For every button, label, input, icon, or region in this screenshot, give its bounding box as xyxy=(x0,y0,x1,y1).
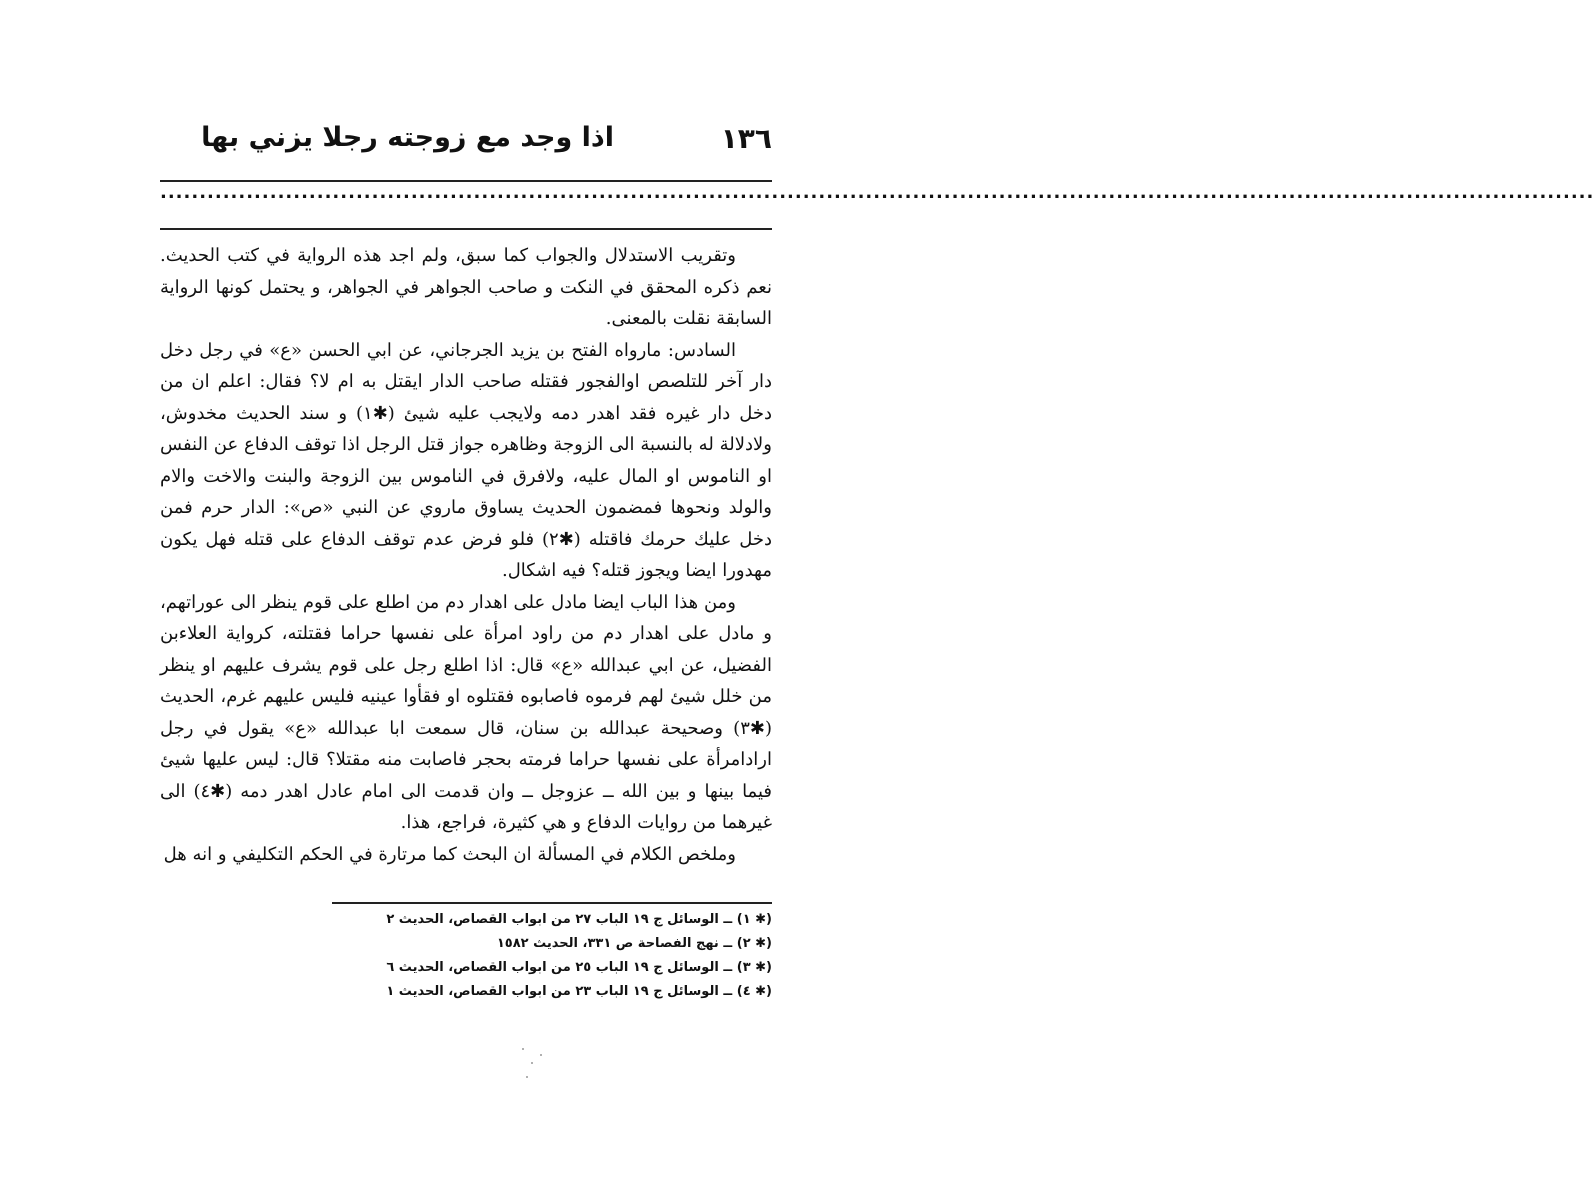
footnote-rule xyxy=(332,902,772,904)
paragraph: وملخص الكلام في المسألة ان البحث كما مرتارة في الحكم التكليفي و انه هل xyxy=(163,843,736,865)
footnote: (✱ ١) ــ الوسائل ج ١٩ الباب ٢٧ من ابواب القصاص، الحديث ٢ xyxy=(386,912,772,927)
footnote: (✱ ٢) ــ نهج الفصاحة ص ٣٣١، الحديث ١٥٨٢ xyxy=(496,936,772,951)
scan-speck xyxy=(531,1062,533,1064)
footnote: (✱ ٣) ــ الوسائل ج ١٩ الباب ٢٥ من ابواب القصاص، الحديث ٦ xyxy=(386,960,772,975)
paragraph: وتقريب الاستدلال والجواب كما سبق، ولم اجد هذه الرواية في كتب الحديث. نعم ذكره المحقق في النكت و صاحب الجواهر في الجواهر، و يحتمل كونها الرواية السابقة نقلت بالمعنى. xyxy=(160,245,772,329)
scan-speck xyxy=(522,1048,524,1050)
scan-speck xyxy=(540,1054,542,1056)
running-title: اذا وجد مع زوجته رجلا يزني بها xyxy=(201,122,614,153)
body-text xyxy=(160,240,772,905)
header-rule-bottom xyxy=(160,228,772,230)
dotted-separator: ....................................................................................................................................................................................... xyxy=(160,182,1594,203)
footnotes xyxy=(332,908,772,1004)
scan-speck xyxy=(526,1076,528,1078)
page-number: ١٣٦ xyxy=(720,122,772,155)
paragraph: السادس: مارواه الفتح بن يزيد الجرجاني، عن ابي الحسن «ع» في رجل دخل دار آخر للتلصص اوالفجور فقتله صاحب الدار ايقتل به ام لا؟ فقال: اعلم ان من دخل دار غيره فقد اهدر دمه ولايجب عليه شيئ (✱١) و سند الحديث مخدوش، ولادلالة له بالنسبة الى الزوجة وظاهره جواز قتل الرجل اذا توقف الدفاع عن النفس او الناموس او المال عليه، ولافرق في الناموس بين الزوجة والبنت والاخت والام والولد ونحوها فمضمون الحديث يساوق ماروي عن النبي «ص»: الدار حرم فمن دخل عليك حرمك فاقتله (✱٢) فلو فرض عدم توقف الدفاع على قتله فهل يكون مهدورا ايضا ويجوز قتله؟ فيه اشكال. xyxy=(160,339,773,581)
footnote: (✱ ٤) ــ الوسائل ج ١٩ الباب ٢٣ من ابواب القصاص، الحديث ١ xyxy=(386,984,772,999)
paragraph: ومن هذا الباب ايضا مادل على اهدار دم من اطلع على قوم ينظر الى عوراتهم، و مادل على اهدار دم من راود امرأة على نفسها حراما فقتلته، كرواية العلاءبن الفضيل، عن ابي عبدالله «ع» قال: اذا اطلع رجل على قوم يشرف عليهم او ينظر من خلل شيئ لهم فرموه فاصابوه فقتلوه او فقأوا عينيه فليس عليهم غرم، الحديث (✱٣) وصحيحة عبدالله بن سنان، قال سمعت ابا عبدالله «ع» يقول في رجل ارادامرأة على نفسها حراما فرمته بحجر فاصابت منه مقتلا؟ قال: ليس عليها شيئ فيما بينها و بين الله ــ عزوجل ــ وان قدمت الى امام عادل اهدر دمه (✱٤) الى غيرهما من روايات الدفاع و هي كثيرة، فراجع، هذا. xyxy=(160,591,772,833)
page-header xyxy=(160,120,772,170)
